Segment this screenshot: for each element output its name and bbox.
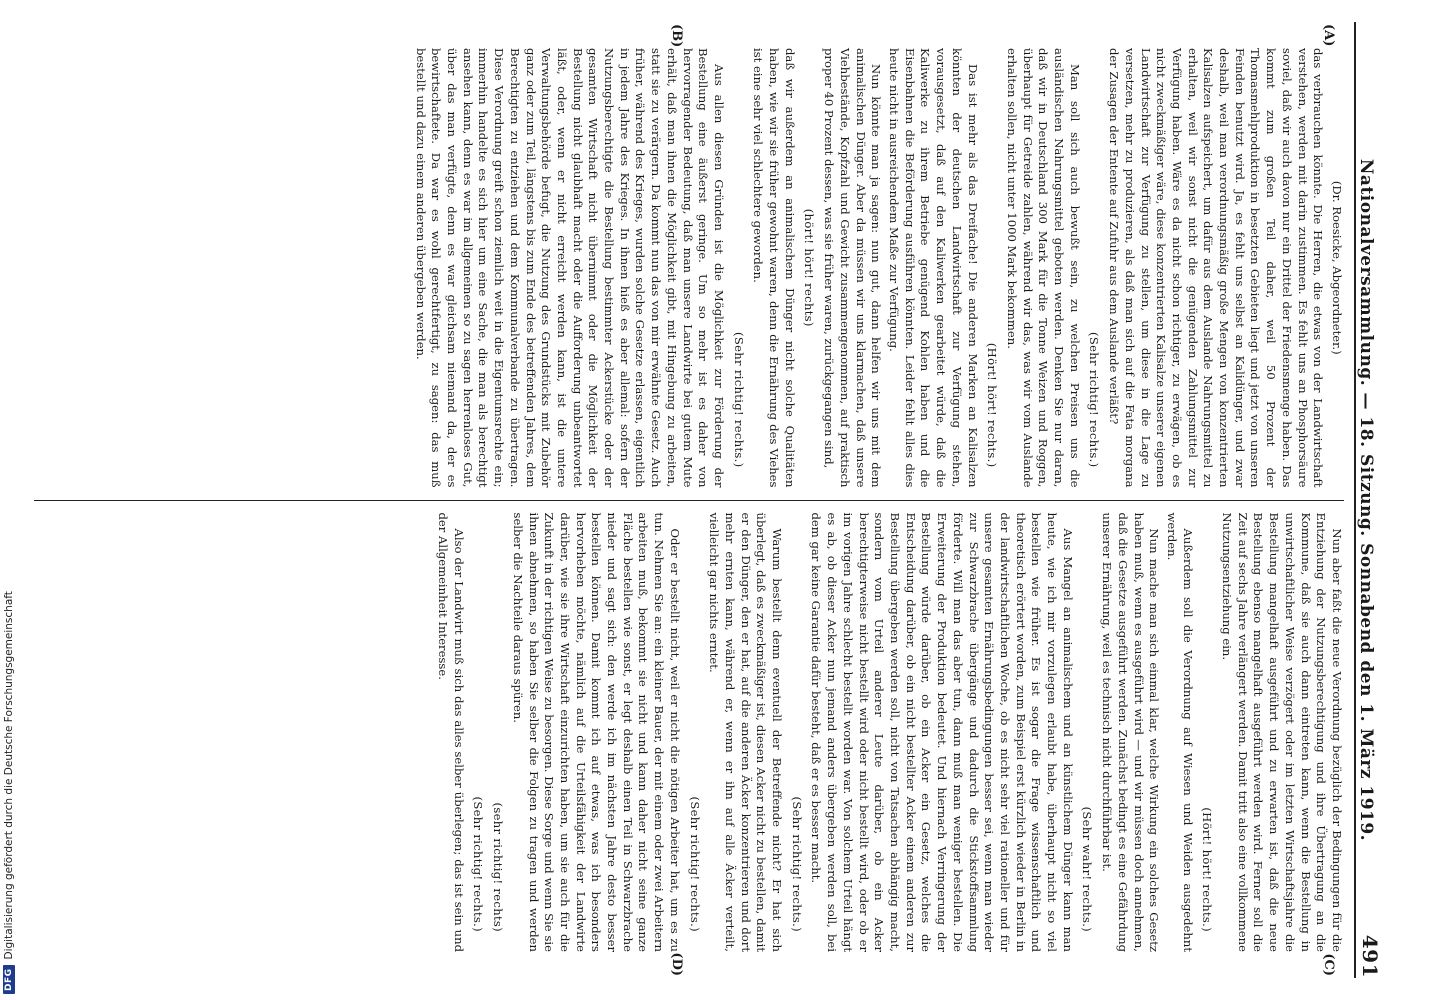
dfg-logo-icon: DFG [3,965,15,994]
interjection: (Sehr richtig! rechts.) [1087,332,1102,468]
margin-marker-d: (D) [669,952,684,976]
paragraph: Oder er bestellt nicht, weil er nicht die nötigen Arbeiter hat, um es zu tun. Nehmen Sie an: ein kleiner Bauer, der mit einem oder zwei Arbeitern arbeiten muß, bekommt sie nicht und kann daher nicht seine ganze Fläche bestellen wie sonst, er legt deshalb einen Teil in Schwarzbrache nieder und sagt sich: den werde ich im nächsten Jahre desto besser bestellen können. Damit kommt ich auf etwas, was ich besonders hervorheben möchte, nämlich auf die Urteilsfähigkeit der Landwirte darüber, wie sie ihre Wirtschaft einzurichten haben, um sie auch für die Zukunft in der richtigen Weise zu besorgen. Diese Sorge und wenn Sie sie ihnen abnehmen, so haben Sie selber die Folgen zu tragen und werden selber die Nachteile daraus spüren. [510,512,682,952]
page-header [1354,22,1386,978]
margin-marker-b: (B) [669,24,684,48]
paragraph: Also der Landwirt muß sich das alles selber überlegen; das ist sein und der Allgemeinheit Interesse. [436,512,466,952]
paragraph: Aus Mangel an animalischem und an künstlichem Dünger kann man heute, wie ich mir vorzulegen erlaubt habe, überhaupt nicht so viel bestellen wie früher. Es ist sogar die Frage wissenschaftlich und theoretisch erörtert worden, zum Beispiel erst kürzlich wieder in Berlin in der landwirtschaftlichen Woche, ob es nicht sehr viel rationeller und für unsere gesamten Ernährungsbedingungen besser sei, wenn man wieder zur Schwarzbrache übergänge und dadurch die Stickstoffsammlung förderte. Will man das aber tun, dann muß man weniger bestellen. Die Erweiterung der Produktion bedeutet. Und hiernach Verringerung der Bestellung würde darüber, ob ein Acker ein Gesetz, welches die Entscheidung darüber, ob ein nicht bestellter Acker einem anderen zur Bestellung übergeben werden soll, nicht von Tatsachen abhängig macht, sondern vom Urteil anderer Leute darüber, ob ein Acker berechtigterweise nicht bestellt wird oder nicht bestellt wird, oder ob er im vorigen Jahre schlecht bestellt worden war. Von solchem Urteil hängt es ab, ob dieser Acker nun jemand anders übergeben werden soll, bei dem gar keine Garantie dafür besteht, daß er es besser macht. [809,512,1075,952]
interjection: (Sehr richtig! rechts.) [789,796,804,932]
rotated-page [20,0,1400,1000]
paragraph: Aus allen diesen Gründen ist die Möglichkeit zur Förderung der Bestellung eine äußerst geringe. Um so mehr ist es daher von hervorragender Bedeutung, daß man unsere Landwirte bei gutem Mute erhält, daß man ihnen die Möglichkeit gibt, mit Hingebung zu arbeiten, statt sie zu verärgern. Da kommt nun das von mir erwähnte Gesetz. Auch früher, während des Krieges, wurden solche Gesetze erlassen, eigentlich in jedem Jahre des Krieges. In ihnen hieß es aber allemal: sofern der Nutzungsberechtigte die Bestellung bestimmter Ackerstücke oder der gesamten Wirtschaft nicht übernimmt oder die Möglichkeit der Bestellung nicht glaubhaft macht oder die Aufforderung unbeantwortet läßt, oder, wenn er nicht erreicht werden kann, ist die untere Verwaltungsbehörde befugt, die Nutzung des Grundstücks mit Zubehör ganz oder zum Teil, längstens bis zum Ende des betreffenden Jahres, dem Berechtigten zu entziehen und dem Kommunalverbande zu übertragen. Diese Verordnung greift schon ziemlich weit in die Eigentumsrechte ein; immerhin handelte es sich hier um eine Sache, die man als berechtigt ansehen kann, denn es war im allgemeinen so zu sagen herrenloses Gut, über das man verfügte, denn es war gleichsam niemand da, der es bewirtschaftete. Da war es wohl gerechtfertigt, zu sagen: das muß bestellt und dazu einem anderen übergeben werden. [413,48,726,488]
paragraph: das verbrauchen könnte. Die Herren, die etwas von der Landwirtschaft verstehen, werden mit darin zustimmen. Es fehlt uns an Phosphorsäure soviel, daß wir auch davon nur ein Drittel der Friedensmenge haben. Das kommt zum großen Teil daher, weil 50 Prozent der Thomasmehlproduktion in besetzten Gebieten liegt und jetzt von unseren Feinden benutzt wird. Ja, es fehlt uns selbst an Kalidünger, und zwar deshalb, weil man verordnungsmäßig große Mengen von konzentrierten Kalisalzen aufspeichert, um dafür aus dem Auslande Nahrungsmittel zu erhalten, weil wir sonst nicht die genügenden Zahlungsmittel zur Verfügung haben. Wäre es da nicht schon richtiger, zu erwägen, ob es nicht zweckmäßiger wäre, diese konzentrierten Kalisalze unserer eigenen Landwirtschaft zur Verfügung zu stellen, um diese in die Lage zu versetzen, mehr zu produzieren, als daß man sich auf die Fata morgana der Zusagen der Entente auf Zufuhr aus dem Auslande verläßt? [1107,48,1326,488]
two-column-body [34,22,1344,978]
interjection: (sehr richtig! rechts) [491,802,506,932]
left-column [34,22,1344,500]
interjection: (Sehr richtig! rechts.) [687,796,702,932]
interjection: (hört! hört! rechts) [802,208,817,327]
paragraph: Nun könnte man ja sagen: nun gut, dann helfen wir uns mit dem animalischen Dünger. Aber da müssen wir uns klarmachen, daß unsere Viehbestände, Kopfzahl und Gewicht zusammengenommen, auf praktisch proper 40 Prozent dessen, was sie früher waren, zurückgegangen sind, [822,48,884,488]
paragraph: Das ist mehr als das Dreifache! Die anderen Marken an Kalisalzen könnten der deutschen Landwirtschaft zur Verfügung stehen, vorausgesetzt, daß auf den Kaliwerken gearbeitet würde, daß die Kaliwerke zu ihrem Betriebe genügend Kohlen haben und die Eisenbahnen die Beförderung ausführen könnten. Leider fehlt alles dies heute nicht in ausreichendem Maße zur Verfügung. [887,48,980,488]
interjection: (Sehr richtig! rechts.) [471,796,486,932]
paragraph: Man soll sich auch bewußt sein, zu welchen Preisen uns die ausländischen Nahrungsmittel geboten werden. Denken Sie nur daran, daß wir in Deutschland 300 Mark für die Tonne Weizen und Roggen, überhaupt für Getreide zahlen, während wir das, was wir vom Auslande erhalten sollen, nicht unter 1000 Mark bekommen. [1004,48,1082,488]
paragraph: Warum bestellt denn eventuell der Betreffende nicht? Er hat sich überlegt, daß es zweckmäßiger ist, diesen Acker nicht zu bestellen, damit er den Dünger, den er hat, auf die anderen Äcker konzentrieren und dort mehr ernten kann, während er, wenn er ihn auf alle Äcker verteilt, vielleicht gar nichts erntet. [707,512,785,952]
interjection: (Hört! hört! rechts.) [985,342,1000,468]
paragraph: Nun aber faßt die neue Verordnung bezüglich der Bedingungen für die Entziehung der Nutzungsberechtigung und ihre Übertragung an die Kommune, daß sie auch dann eintreten kann, wenn die Bestellung in unwirtschaftlicher Weise verzögert oder im letzten Wirtschaftsjahre die Bestellung mangelhaft ausgeführt und zu erwarten ist, daß die neue Bestellung ebenso mangelhaft ausgeführt werden wird. Ferner soll die Zeit auf sechs Jahre verlängert werden. Damit tritt also eine vollkommene Nutzungsentziehung ein. [1220,512,1344,952]
page-number: 491 [1358,934,1382,978]
digitization-credit [0,0,22,1000]
paragraph: daß wir außerdem an animalischem Dünger nicht solche Qualitäten haben, wie wir sie früher gewohnt waren, denn die Ernährung des Viehes ist eine sehr viel schlechtere geworden. [751,48,797,488]
margin-marker-a: (A) [1321,24,1336,47]
interjection: (Sehr wahr! rechts.) [1080,806,1095,932]
right-column [34,501,1344,979]
speaker-line: (Dr. Roesicke, Abgeordneter.) [1330,180,1344,355]
credit-text: Digitalisierung gefördert durch die Deutsche Forschungsgemeinschaft [3,591,15,960]
running-title: Nationalversammlung. — 18. Sitzung. Sonnabend den 1. März 1919. [1356,158,1376,842]
paragraph: Nun mache man sich einmal klar, welche Wirkung ein solches Gesetz haben muß, wenn es ausgeführt wird — und wir müssen doch annehmen, daß die Gesetze ausgeführt werden. Zunächst bedingt es eine Gefährdung unserer Ernährung, weil es technisch nicht durchführbar ist. [1100,512,1162,952]
paragraph: Außerdem soll die Verordnung auf Wiesen und Weiden ausgedehnt werden. [1164,512,1195,952]
interjection: (Sehr richtig! rechts.) [731,332,746,468]
interjection: (Hört! hört! rechts.) [1200,807,1215,932]
margin-marker-c: (C) [1321,953,1336,976]
